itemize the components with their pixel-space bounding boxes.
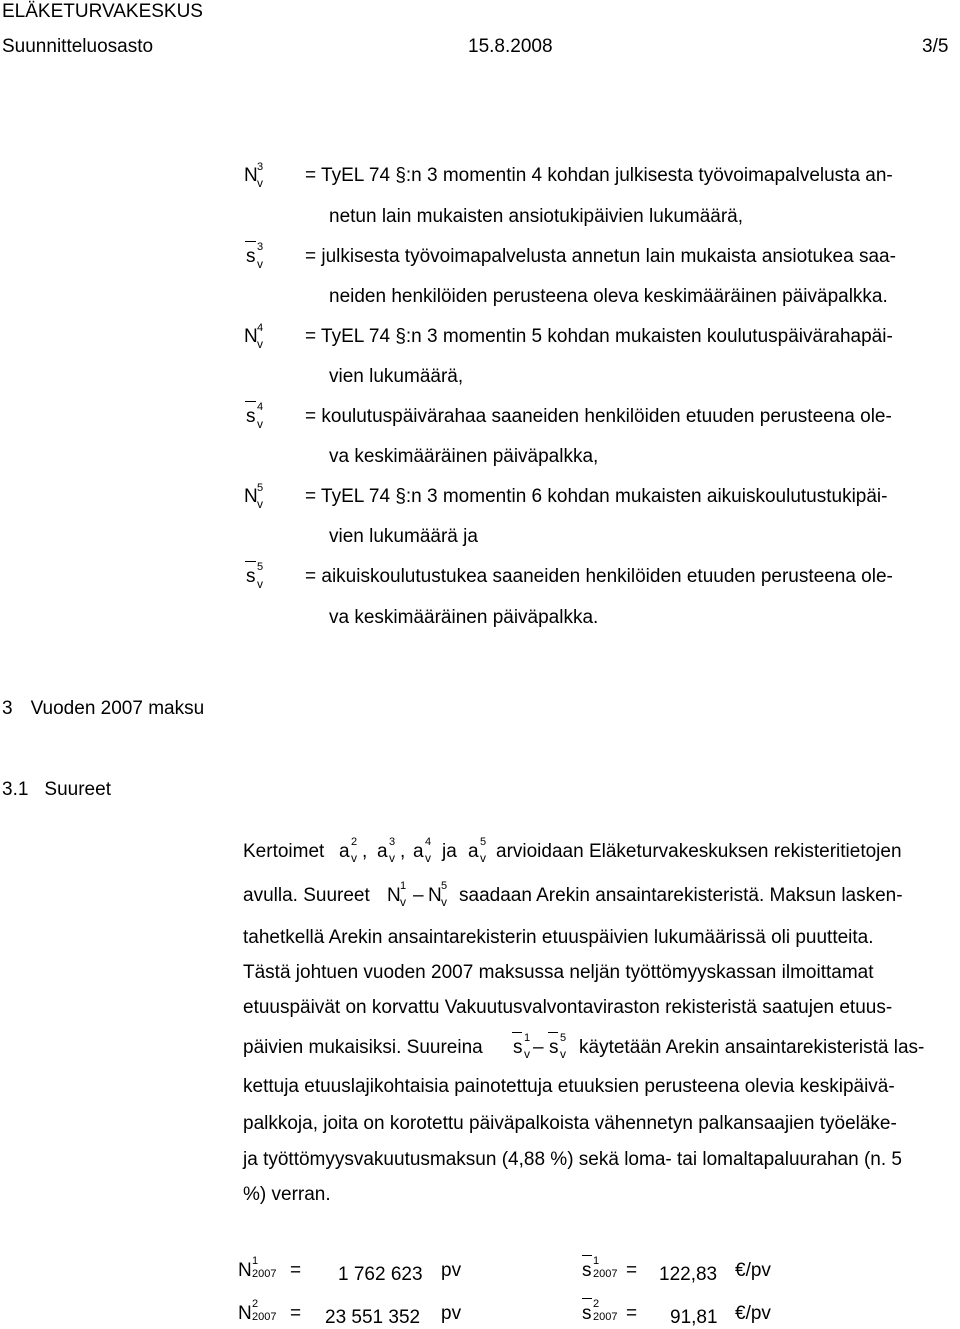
body-text: päivien mukaisiksi. Suureina (243, 1037, 483, 1058)
subsection-heading: 3.1 Suureet (2, 779, 111, 800)
definition-line: = TyEL 74 §:n 3 momentin 5 kohdan mukaisten koulutuspäivärahapäi- (305, 326, 893, 347)
body-text: käytetään Arekin ansaintarekisteristä las- (579, 1037, 925, 1058)
symbol-N4: N 4 v (244, 322, 264, 351)
value-unit: pv (441, 1260, 462, 1281)
equals-sign: = (626, 1260, 638, 1281)
definition-line: = aikuiskoulutustukea saaneiden henkilöiden etuuden perusteena ole- (305, 566, 893, 587)
definition-line: netun lain mukaisten ansiotukipäivien lukumäärä, (329, 206, 744, 227)
value-unit: pv (441, 1303, 462, 1324)
body-text: saadaan Arekin ansaintarekisteristä. Maksun lasken- (459, 885, 903, 906)
symbol-a3: a 3 v (377, 836, 396, 865)
overline (245, 241, 256, 242)
symbol-s3: s 3 v (246, 241, 264, 271)
equals-sign: = (290, 1303, 302, 1324)
value-number: 91,81 (670, 1307, 718, 1328)
value-unit: €/pv (735, 1303, 771, 1324)
document-date: 15.8.2008 (468, 36, 553, 57)
page-number: 3/5 (922, 36, 949, 57)
definition-line: va keskimääräinen päiväpalkka. (329, 607, 599, 628)
symbol-N3: N 3 v (244, 161, 264, 190)
symbol-a5: a 5 v (468, 836, 487, 865)
body-text: – (533, 1037, 544, 1058)
body-text: Tästä johtuen vuoden 2007 maksussa neljän työttömyyskassan ilmoittamat (243, 962, 874, 983)
value-symbol-N1-2007: N 1 2007 (238, 1255, 277, 1281)
department: Suunnitteluosasto (2, 36, 154, 57)
symbol-N5: N 5 v (244, 482, 264, 511)
body-text: ja työttömyysvakuutusmaksun (4,88 %) sekä loma- tai lomaltapaluurahan (n. 5 (243, 1149, 902, 1170)
overline (548, 1032, 558, 1033)
symbol-s4: s 4 v (246, 401, 264, 431)
value-symbol-N2-2007: N 2 2007 (238, 1298, 277, 1324)
value-symbol-s1-2007: s 1 2007 (582, 1255, 618, 1281)
symbol-N5: N 5 v (428, 880, 448, 909)
org-name: ELÄKETURVAKESKUS (2, 1, 203, 22)
definition-line: vien lukumäärä, (329, 366, 464, 387)
symbol-s1: s 1 v (513, 1032, 531, 1061)
value-number: 122,83 (659, 1264, 718, 1285)
body-text: , (400, 841, 406, 862)
value-symbol-s2-2007: s 2 2007 (582, 1298, 618, 1324)
symbol-a4: a 4 v (413, 836, 432, 865)
overline (582, 1255, 592, 1256)
definition-line: va keskimääräinen päiväpalkka, (329, 446, 599, 467)
definition-line: neiden henkilöiden perusteena oleva keskimääräinen päiväpalkka. (329, 286, 888, 307)
symbol-N1: N 1 v (387, 880, 407, 909)
symbol-a2: a 2 v (339, 836, 358, 865)
overline (582, 1298, 592, 1299)
body-text: Kertoimet (243, 841, 325, 862)
definition-line: = julkisesta työvoimapalvelusta annetun lain mukaista ansiotukea saa- (305, 246, 896, 267)
section-heading: 3 Vuoden 2007 maksu (2, 698, 205, 719)
overline (245, 561, 256, 562)
definition-line: = koulutuspäivärahaa saaneiden henkilöiden etuuden perusteena ole- (305, 406, 892, 427)
value-number: 1 762 623 (338, 1264, 423, 1285)
symbol-s5: s 5 v (549, 1032, 567, 1061)
symbol-s5: s 5 v (246, 561, 264, 591)
body-text: tahetkellä Arekin ansaintarekisterin etuuspäivien lukumäärissä oli puutteita. (243, 927, 874, 948)
body-text: %) verran. (243, 1184, 331, 1205)
overline (512, 1032, 522, 1033)
body-text: ja (442, 841, 457, 862)
body-text: arvioidaan Eläketurvakeskuksen rekisteritietojen (496, 841, 902, 862)
equals-sign: = (290, 1260, 302, 1281)
body-text: avulla. Suureet (243, 885, 370, 906)
body-text: , (362, 841, 368, 862)
overline (245, 401, 256, 402)
body-text: kettuja etuuslajikohtaisia painotettuja etuuksien perusteena olevia keskipäivä- (243, 1076, 895, 1097)
value-number: 23 551 352 (325, 1307, 421, 1328)
definition-line: vien lukumäärä ja (329, 526, 478, 547)
body-text: palkkoja, joita on korotettu päiväpalkoista vähennetyn palkansaajien työeläke- (243, 1113, 897, 1134)
body-text: etuuspäivät on korvattu Vakuutusvalvontaviraston rekisteristä saatujen etuus- (243, 997, 893, 1018)
definition-line: = TyEL 74 §:n 3 momentin 6 kohdan mukaisten aikuiskoulutustukipäi- (305, 486, 888, 507)
body-text: – (413, 885, 424, 906)
definition-line: = TyEL 74 §:n 3 momentin 4 kohdan julkisesta työvoimapalvelusta an- (305, 165, 893, 186)
value-unit: €/pv (735, 1260, 771, 1281)
equals-sign: = (626, 1303, 638, 1324)
